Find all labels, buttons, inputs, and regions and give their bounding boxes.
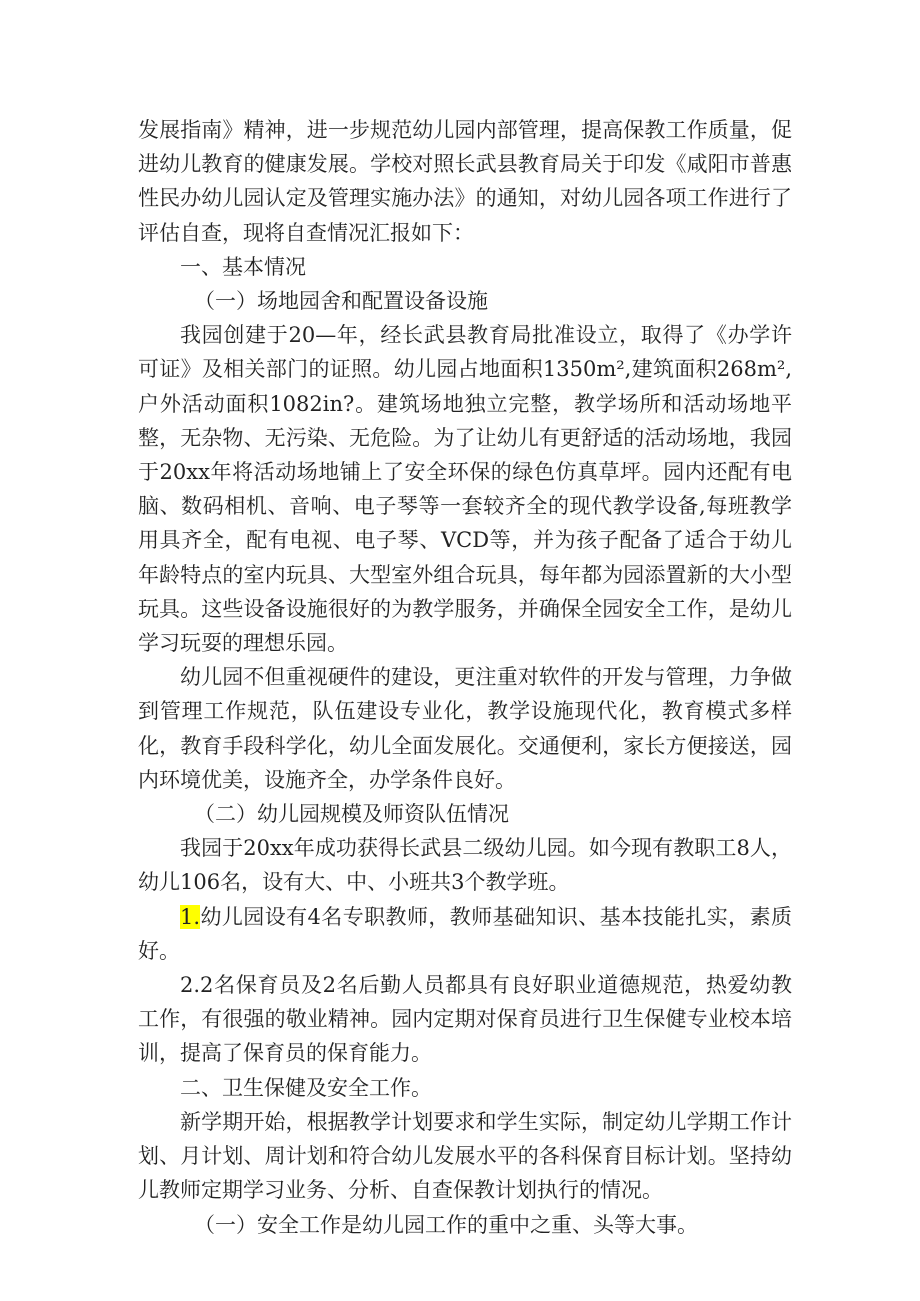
subsection-heading-safety: （一）安全工作是幼儿园工作的重中之重、头等大事。	[194, 1212, 698, 1237]
section-heading-health-safety: 二、卫生保健及安全工作。	[180, 1075, 432, 1100]
scale-paragraph: 我园于20xx年成功获得长武县二级幼儿园。如今现有教职工8人，幼儿106名，设有大、中、小班共3个教学班。	[138, 836, 792, 895]
nurses-list-item: 2.2名保育员及2名后勤人员都具有良好职业道德规范，热爱幼教工作，有很强的敬业精神。园内定期对保育员进行卫生保健专业校本培训，提高了保育员的保育能力。	[138, 973, 792, 1066]
teachers-list-text: 幼儿园设有4名专职教师，教师基础知识、基本技能扎实，素质好。	[138, 904, 792, 963]
management-paragraph: 幼儿园不但重视硬件的建设，更注重对软件的开发与管理，力争做到管理工作规范，队伍建设专业化，教学设施现代化，教育模式多样化，教育手段科学化，幼儿全面发展化。交通便利，家长方便接送，园内环境优美，设施齐全，办学条件良好。	[138, 665, 792, 792]
section-heading-basic-info: 一、基本情况	[180, 254, 306, 279]
subsection-heading-facilities: （一）场地园舍和配置设备设施	[194, 289, 488, 314]
teachers-list-item	[138, 900, 792, 968]
document-body	[138, 113, 792, 1242]
subsection-heading-staff: （二）幼儿园规模及师资队伍情况	[194, 802, 509, 827]
facilities-paragraph: 我园创建于20—年，经长武县教育局批准设立，取得了《办学许可证》及相关部门的证照。幼儿园占地面积1350m²,建筑面积268m²,户外活动面积1082in?。建筑场地独立完整，教学场所和活动场地平整，无杂物、无污染、无危险。为了让幼儿有更舒适的活动场地，我园于20xx年将活动场地铺上了安全环保的绿色仿真草坪。园内还配有电脑、数码相机、音响、电子琴等一套较齐全的现代教学设备,每班教学用具齐全，配有电视、电子琴、VCD等，并为孩子配备了适合于幼儿年龄特点的室内玩具、大型室外组合玩具，每年都为园添置新的大小型玩具。这些设备设施很好的为教学服务，并确保全园安全工作，是幼儿学习玩耍的理想乐园。	[138, 323, 792, 656]
intro-paragraph: 发展指南》精神，进一步规范幼儿园内部管理，提高保教工作质量，促进幼儿教育的健康发展。学校对照长武县教育局关于印发《咸阳市普惠性民办幼儿园认定及管理实施办法》的通知，对幼儿园各项工作进行了评估自查，现将自查情况汇报如下：	[138, 118, 792, 245]
planning-paragraph: 新学期开始，根据教学计划要求和学生实际，制定幼儿学期工作计划、月计划、周计划和符合幼儿发展水平的各科保育目标计划。坚持幼儿教师定期学习业务、分析、自查保教计划执行的情况。	[138, 1109, 792, 1203]
highlighted-list-number: 1.	[180, 904, 201, 929]
